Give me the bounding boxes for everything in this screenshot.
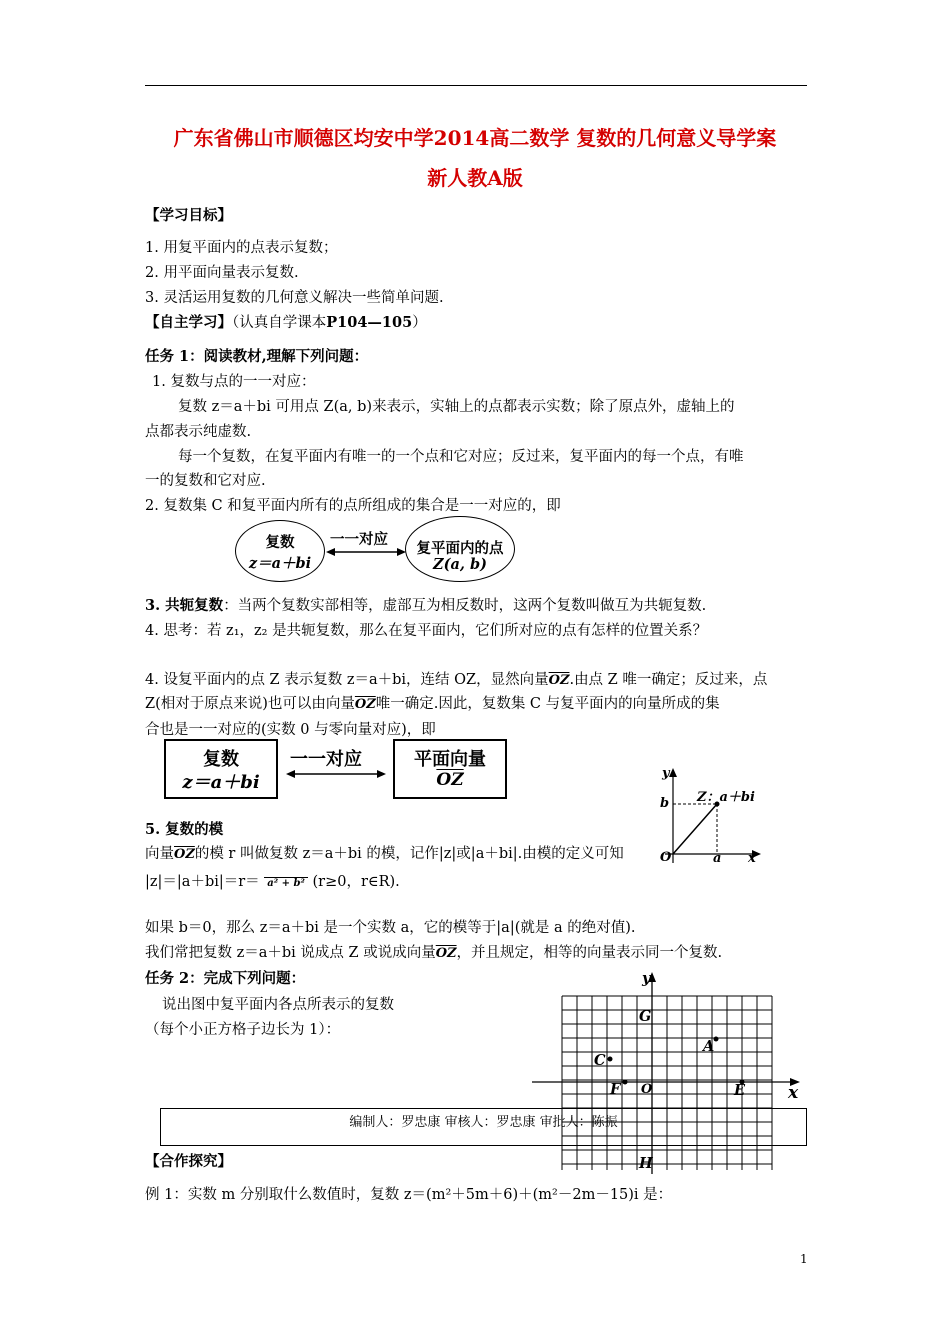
p2: 2. 复数集 C 和复平面内所有的点所组成的集合是一一对应的，即 [145, 498, 561, 514]
goal-1: 1. 用复平面内的点表示复数； [145, 240, 338, 256]
vector-oz: $\overline{OZ}$ [174, 847, 195, 862]
title-line-1: 广东省佛山市顺德区均安中学2014高二数学 复数的几何意义导学案 [173, 126, 777, 150]
section-self-label: 【自主学习】 [145, 314, 232, 331]
p3 [145, 594, 706, 615]
section-cooperate: 【合作探究】 [145, 1153, 232, 1170]
d1-left-bottom: z＝a＋bi [248, 555, 312, 572]
section-self-study [145, 311, 427, 332]
sqrt-expression: a² + b² [264, 877, 308, 889]
p5-head: 5. 复数的模 [145, 821, 224, 838]
d2-arrow-label: 一一对应 [290, 749, 362, 770]
grid-point-h: H [639, 1155, 653, 1172]
p1-line4: 一的复数和它对应. [145, 473, 266, 489]
d2-right-top: 平面向量 [414, 749, 486, 770]
section-goals: 【学习目标】 [145, 207, 232, 224]
title-line-2: 新人教A版 [427, 166, 523, 190]
p1-line2: 点都表示纯虚数. [145, 424, 252, 440]
d2-left-top: 复数 [203, 749, 239, 770]
p5-line1b: 的模 r 叫做复数 z＝a＋bi 的模，记作|z|或|a＋bi|.由模的定义可知 [194, 846, 624, 862]
p4-line2b: 唯一确定.因此，复数集 C 与复平面内的向量所成的集 [375, 696, 720, 712]
goal-2: 2. 用平面向量表示复数. [145, 265, 299, 281]
d1-double-arrow [326, 546, 406, 558]
fig1-o-label: O [660, 850, 672, 865]
p4-think: 4. 思考：若 z₁，z₂ 是共轭复数，那么在复平面内，它们所对应的点有怎样的位置关系？ [145, 623, 708, 639]
task2-line1: 说出图中复平面内各点所表示的复数 [162, 997, 394, 1013]
grid-point-c: C [594, 1052, 606, 1069]
grid-y-label: y [642, 970, 651, 987]
grid-origin-o: O [641, 1082, 653, 1097]
fig1-b-label: b [660, 796, 670, 811]
example-1: 例 1：实数 m 分别取什么数值时，复数 z＝(m²＋5m＋6)＋(m²－2m－15)i 是： [145, 1187, 673, 1203]
task2-line2: （每个小正方格子边长为 1）： [145, 1022, 341, 1038]
fig1-x-label: x [748, 851, 756, 866]
d2-left-bottom: z＝a＋bi [182, 772, 260, 793]
p3-text: ：当两个复数实部相等，虚部互为相反数时，这两个复数叫做互为共轭复数. [223, 598, 707, 614]
goal-3: 3. 灵活运用复数的几何意义解决一些简单问题. [145, 290, 444, 306]
p1-line1: 复数 z＝a＋bi 可用点 Z(a, b)来表示，实轴上的点都表示实数；除了原点外，虚轴上的 [178, 399, 735, 415]
p5-line4b: ，并且规定，相等的向量表示同一个复数. [456, 945, 723, 961]
d1-arrow-label: 一一对应 [330, 531, 388, 548]
p5-line2b: (r≥0，r∈R). [312, 874, 400, 890]
p3-label: 3. 共轭复数 [145, 597, 224, 614]
section-self-note: （认真自学课本 [232, 315, 327, 331]
p4-line3: 合也是一一对应的(实数 0 与零向量对应)，即 [145, 722, 436, 738]
vector-oz: $\overline{OZ}$ [354, 697, 376, 712]
p5-line2a: |z|＝|a＋bi|＝r＝ [145, 874, 260, 890]
p4-line1b: 由点 Z 唯一确定；反过来，点 [574, 672, 768, 688]
top-rule [145, 85, 807, 86]
grid-point-g: G [639, 1008, 652, 1025]
vector-oz: $\overline{OZ}$ [548, 673, 570, 688]
d1-right-bottom: Z(a, b) [433, 556, 487, 573]
section-self-pages: P104—105 [326, 314, 413, 331]
p5-line4a: 我们常把复数 z＝a＋bi 说成点 Z 或说成向量 [145, 945, 436, 961]
grid-point-e: E [734, 1082, 746, 1099]
p5-line1 [145, 842, 624, 863]
fig1-a-label: a [713, 851, 722, 866]
p5-line1a: 向量 [145, 846, 174, 862]
d1-left-top: 复数 [265, 534, 295, 551]
p4-line2a: Z(相对于原点来说)也可以由向量 [145, 696, 355, 712]
grid-x-label: x [788, 1083, 799, 1103]
footer-box [160, 1108, 807, 1146]
task1-title: 任务 1：阅读教材,理解下列问题： [145, 348, 369, 365]
d2-right-bottom-wrap [393, 770, 507, 790]
p5-line2 [145, 870, 400, 891]
task2-title: 任务 2：完成下列问题： [145, 970, 306, 987]
d1-right-top: 复平面内的点 [416, 540, 504, 557]
p5-line4 [145, 941, 722, 962]
grid-point-a: A [703, 1038, 715, 1055]
p4-line2 [145, 692, 720, 713]
footer-text: 编制人：罗忠康 审核人：罗忠康 审批人：陈振 [349, 1115, 618, 1130]
p4-line1a: 4. 设复平面内的点 Z 表示复数 z＝a＋bi，连结 OZ，显然向量 [145, 672, 549, 688]
page-number: 1 [800, 1252, 808, 1266]
d2-double-arrow [286, 768, 386, 780]
p4-line1: 4. 设复平面内的点 Z 表示复数 z＝a＋bi，连结 OZ，显然向量$\overline{OZ}$.由点 Z 唯一确定；反过来，点 [145, 672, 768, 688]
section-self-close: ） [412, 315, 427, 331]
fig1-z-label: Z：a＋bi [697, 790, 755, 805]
d2-right-bottom: $\overline{OZ}$ [436, 770, 464, 790]
p5-line3: 如果 b＝0，那么 z＝a＋bi 是一个实数 a，它的模等于|a|(就是 a 的绝对值). [145, 920, 636, 936]
grid-point-f: F [610, 1081, 621, 1098]
fig1-y-label: y [662, 766, 670, 781]
p1-line3: 每一个复数，在复平面内有唯一的一个点和它对应；反过来，复平面内的每一个点，有唯 [178, 449, 744, 465]
vector-oz: $\overline{OZ}$ [435, 946, 457, 961]
p1-head: 1. 复数与点的一一对应： [152, 374, 316, 390]
